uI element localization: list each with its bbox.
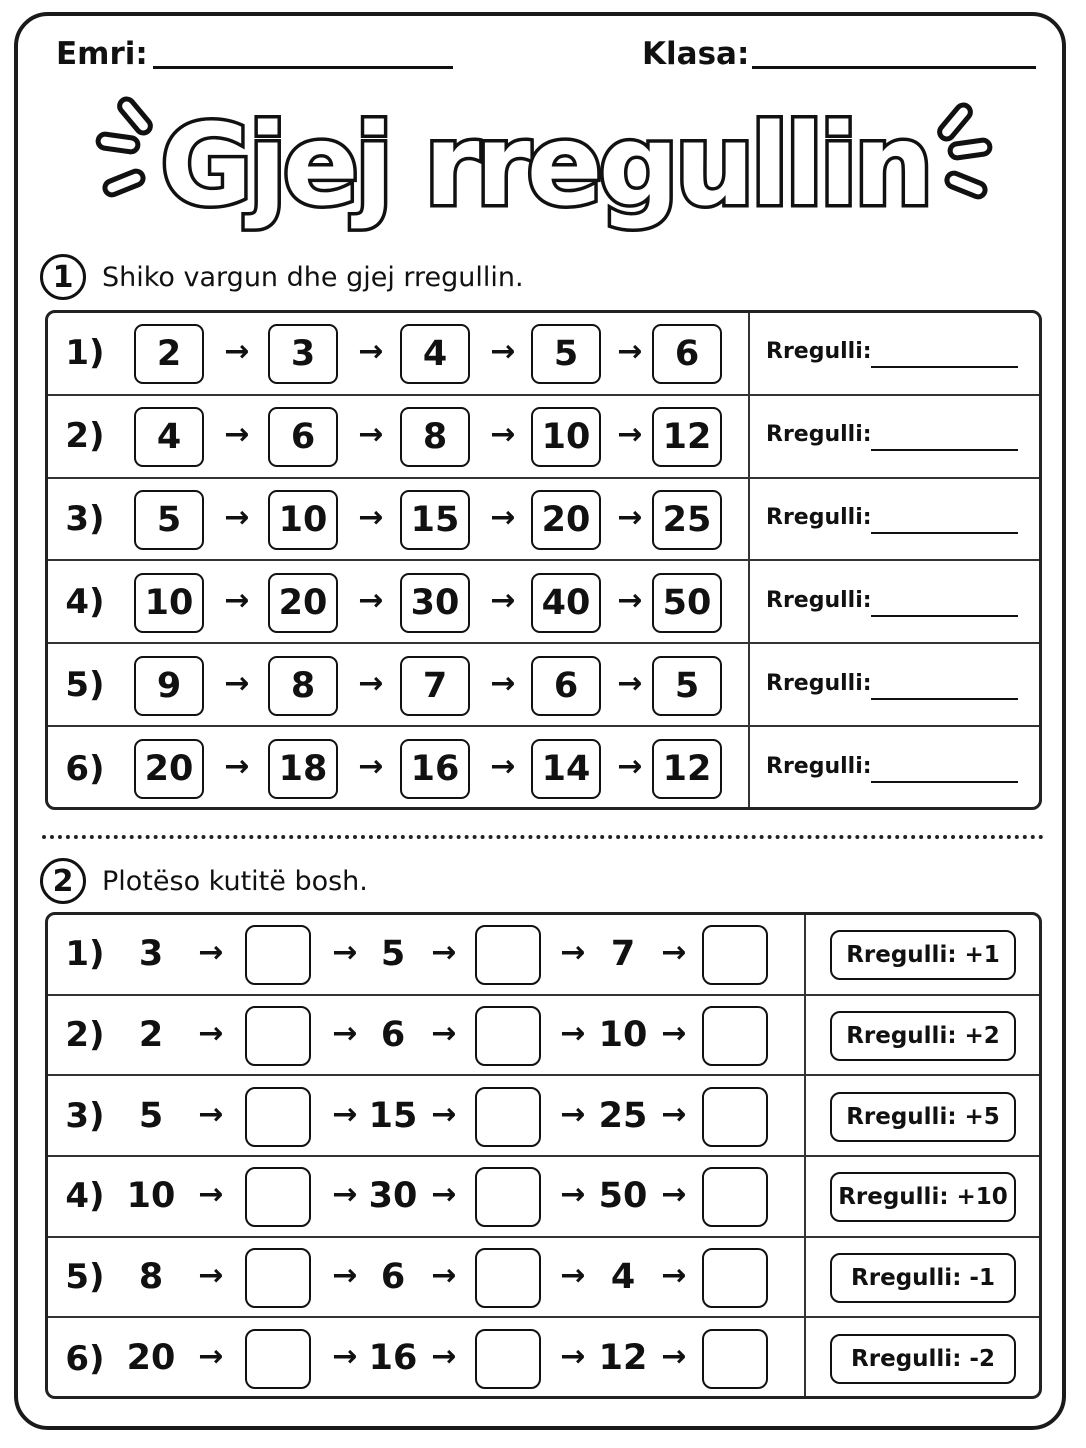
arrow-right-icon: →: [431, 1096, 457, 1132]
sequence-value: 5: [138, 1095, 164, 1136]
sequence-value-box: 30: [400, 573, 470, 633]
sequence-value-box: 10: [134, 573, 204, 633]
empty-answer-box[interactable]: [245, 1248, 311, 1308]
sequence-value-box: 12: [652, 407, 722, 467]
sequence-value-box: 20: [531, 490, 601, 550]
row-index: 6): [65, 1338, 105, 1379]
sequence-value-box: 4: [134, 407, 204, 467]
sequence-value-box: 9: [134, 656, 204, 716]
arrow-right-icon: →: [560, 1338, 586, 1374]
sequence-value-box: 6: [652, 324, 722, 384]
rule-badge: Rregulli: -1: [830, 1253, 1016, 1303]
sequence-value-box: 4: [400, 324, 470, 384]
sequence-value-box: 5: [134, 490, 204, 550]
arrow-right-icon: →: [431, 1338, 457, 1374]
arrow-right-icon: →: [332, 1177, 358, 1213]
arrow-right-icon: →: [560, 1177, 586, 1213]
sequence-value-box: 5: [531, 324, 601, 384]
arrow-right-icon: →: [560, 1096, 586, 1132]
sequence-value-box: 18: [268, 739, 338, 799]
worksheet-title: [90, 92, 1000, 242]
rule-label: Rregulli:: [766, 505, 872, 531]
sequence-value: 10: [598, 1014, 648, 1055]
arrow-right-icon: →: [358, 748, 384, 784]
arrow-right-icon: →: [617, 334, 643, 370]
sequence-value-box: 6: [268, 407, 338, 467]
arrow-right-icon: →: [358, 500, 384, 536]
arrow-right-icon: →: [490, 665, 516, 701]
row-index: 2): [65, 1014, 105, 1055]
sequence-value: 2: [138, 1014, 164, 1055]
sequence-value-box: 25: [652, 490, 722, 550]
section-2-number: 2: [40, 858, 86, 904]
section-2-instruction: Plotëso kutitë bosh.: [102, 865, 368, 897]
sequence-value: 12: [598, 1337, 648, 1378]
table-row: [48, 479, 1039, 562]
table-row: [48, 996, 1039, 1077]
arrow-right-icon: →: [490, 417, 516, 453]
sequence-value: 6: [380, 1256, 406, 1297]
table-row: [48, 1157, 1039, 1238]
arrow-right-icon: →: [358, 417, 384, 453]
table-row: [48, 313, 1039, 396]
fill-in-table: [45, 912, 1042, 1399]
sequence-value-box: 8: [400, 407, 470, 467]
sequence-table: [45, 310, 1042, 810]
arrow-right-icon: →: [332, 935, 358, 971]
table-row: [48, 1076, 1039, 1157]
arrow-right-icon: →: [198, 1177, 224, 1213]
table-row: [48, 915, 1039, 996]
class-field-line[interactable]: [752, 66, 1036, 69]
row-index: 3): [65, 499, 105, 540]
row-index: 3): [65, 1095, 105, 1136]
class-label: Klasa:: [642, 36, 750, 72]
row-index: 5): [65, 664, 105, 705]
arrow-right-icon: →: [617, 665, 643, 701]
arrow-right-icon: →: [490, 748, 516, 784]
table-row: [48, 727, 1039, 810]
arrow-right-icon: →: [490, 582, 516, 618]
sequence-value: 15: [368, 1095, 418, 1136]
rule-label: Rregulli:: [766, 339, 872, 365]
sequence-value: 6: [380, 1014, 406, 1055]
sequence-value-box: 10: [531, 407, 601, 467]
empty-answer-box[interactable]: [475, 1248, 541, 1308]
sparkle-left-icon: [97, 96, 153, 197]
arrow-right-icon: →: [560, 1257, 586, 1293]
arrow-right-icon: →: [198, 1015, 224, 1051]
arrow-right-icon: →: [224, 417, 250, 453]
arrow-right-icon: →: [431, 1015, 457, 1051]
arrow-right-icon: →: [332, 1257, 358, 1293]
empty-answer-box[interactable]: [702, 1167, 768, 1227]
sequence-value: 7: [610, 934, 636, 975]
rule-badge: Rregulli: -2: [830, 1334, 1016, 1384]
sequence-value-box: 20: [268, 573, 338, 633]
table-row: [48, 396, 1039, 479]
sequence-value-box: 10: [268, 490, 338, 550]
arrow-right-icon: →: [198, 1096, 224, 1132]
rule-answer-line[interactable]: [871, 615, 1018, 617]
arrow-right-icon: →: [224, 665, 250, 701]
empty-answer-box[interactable]: [702, 1329, 768, 1389]
empty-answer-box[interactable]: [475, 1329, 541, 1389]
empty-answer-box[interactable]: [475, 1006, 541, 1066]
sequence-value: 8: [138, 1256, 164, 1297]
rule-badge: Rregulli: +10: [830, 1172, 1016, 1222]
sequence-value: 10: [126, 1176, 176, 1217]
arrow-right-icon: →: [490, 334, 516, 370]
table-row: [48, 1238, 1039, 1319]
row-index: 6): [65, 748, 105, 789]
sequence-value: 4: [610, 1256, 636, 1297]
empty-answer-box[interactable]: [245, 1167, 311, 1227]
arrow-right-icon: →: [431, 1177, 457, 1213]
arrow-right-icon: →: [224, 334, 250, 370]
empty-answer-box[interactable]: [475, 1087, 541, 1147]
arrow-right-icon: →: [560, 1015, 586, 1051]
name-field-line[interactable]: [153, 66, 453, 69]
arrow-right-icon: →: [661, 1338, 687, 1374]
sequence-value: 16: [368, 1337, 418, 1378]
empty-answer-box[interactable]: [245, 1006, 311, 1066]
section-1-instruction: Shiko vargun dhe gjej rregullin.: [102, 261, 524, 293]
sequence-value-box: 14: [531, 739, 601, 799]
arrow-right-icon: →: [661, 1177, 687, 1213]
sequence-value-box: 50: [652, 573, 722, 633]
sequence-value: 50: [598, 1176, 648, 1217]
arrow-right-icon: →: [560, 935, 586, 971]
sequence-value-box: 2: [134, 324, 204, 384]
arrow-right-icon: →: [358, 665, 384, 701]
arrow-right-icon: →: [617, 748, 643, 784]
name-label: Emri:: [56, 36, 148, 72]
arrow-right-icon: →: [661, 935, 687, 971]
arrow-right-icon: →: [224, 582, 250, 618]
rule-badge: Rregulli: +1: [830, 930, 1016, 980]
sequence-value: 3: [138, 934, 164, 975]
empty-answer-box[interactable]: [475, 1167, 541, 1227]
row-index: 4): [65, 581, 105, 622]
rule-badge: Rregulli: +5: [830, 1092, 1016, 1142]
arrow-right-icon: →: [617, 582, 643, 618]
row-index: 2): [65, 416, 105, 457]
arrow-right-icon: →: [332, 1015, 358, 1051]
arrow-right-icon: →: [661, 1096, 687, 1132]
rule-answer-line[interactable]: [871, 532, 1018, 534]
sequence-value: 30: [368, 1176, 418, 1217]
rule-label: Rregulli:: [766, 587, 872, 613]
sequence-value: 5: [380, 934, 406, 975]
rule-label: Rregulli:: [766, 422, 872, 448]
sequence-value: 25: [598, 1095, 648, 1136]
empty-answer-box[interactable]: [702, 925, 768, 985]
section-2-heading: [40, 858, 368, 904]
arrow-right-icon: →: [431, 935, 457, 971]
sequence-value-box: 8: [268, 656, 338, 716]
table-row: [48, 562, 1039, 645]
sequence-value-box: 12: [652, 739, 722, 799]
empty-answer-box[interactable]: [475, 925, 541, 985]
arrow-right-icon: →: [490, 500, 516, 536]
sequence-value-box: 5: [652, 656, 722, 716]
arrow-right-icon: →: [617, 417, 643, 453]
sequence-value-box: 7: [400, 656, 470, 716]
empty-answer-box[interactable]: [245, 1329, 311, 1389]
empty-answer-box[interactable]: [245, 1087, 311, 1147]
arrow-right-icon: →: [198, 1338, 224, 1374]
arrow-right-icon: →: [198, 1257, 224, 1293]
sequence-value-box: 3: [268, 324, 338, 384]
row-index: 4): [65, 1176, 105, 1217]
rule-label: Rregulli:: [766, 753, 872, 779]
sequence-value-box: 40: [531, 573, 601, 633]
sequence-value-box: 15: [400, 490, 470, 550]
empty-answer-box[interactable]: [702, 1006, 768, 1066]
arrow-right-icon: →: [617, 500, 643, 536]
arrow-right-icon: →: [224, 500, 250, 536]
row-index: 1): [65, 333, 105, 374]
sequence-value-box: 20: [134, 739, 204, 799]
sequence-value-box: 16: [400, 739, 470, 799]
section-1-heading: [40, 254, 524, 300]
rule-answer-line[interactable]: [871, 449, 1018, 451]
sequence-value: 20: [126, 1337, 176, 1378]
arrow-right-icon: →: [332, 1096, 358, 1132]
section-divider: [42, 835, 1044, 839]
arrow-right-icon: →: [661, 1015, 687, 1051]
empty-answer-box[interactable]: [245, 925, 311, 985]
table-row: [48, 1318, 1039, 1399]
arrow-right-icon: →: [661, 1257, 687, 1293]
rule-answer-line[interactable]: [871, 781, 1018, 783]
arrow-right-icon: →: [224, 748, 250, 784]
arrow-right-icon: →: [358, 582, 384, 618]
empty-answer-box[interactable]: [702, 1087, 768, 1147]
table-row: [48, 644, 1039, 727]
sequence-value-box: 6: [531, 656, 601, 716]
row-index: 1): [65, 934, 105, 975]
sparkle-right-icon: [937, 102, 991, 199]
section-1-number: 1: [40, 254, 86, 300]
arrow-right-icon: →: [431, 1257, 457, 1293]
rule-label: Rregulli:: [766, 670, 872, 696]
arrow-right-icon: →: [332, 1338, 358, 1374]
row-index: 5): [65, 1256, 105, 1297]
rule-answer-line[interactable]: [871, 698, 1018, 700]
rule-badge: Rregulli: +2: [830, 1011, 1016, 1061]
arrow-right-icon: →: [198, 935, 224, 971]
rule-answer-line[interactable]: [871, 366, 1018, 368]
empty-answer-box[interactable]: [702, 1248, 768, 1308]
title-text: Gjej rregullin: [160, 101, 930, 231]
arrow-right-icon: →: [358, 334, 384, 370]
